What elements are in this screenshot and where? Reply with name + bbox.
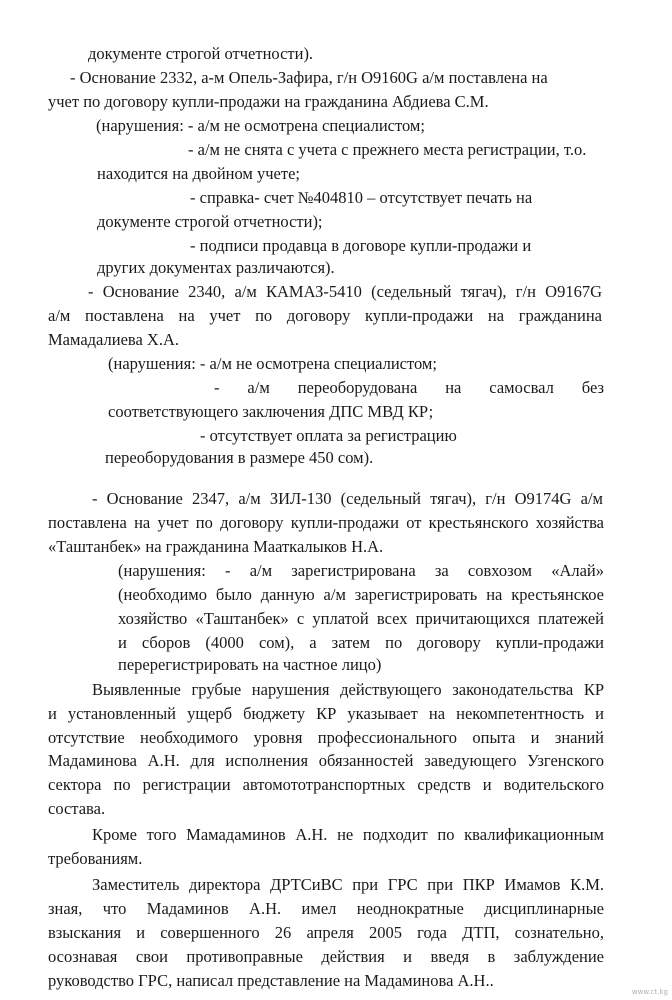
text-line: Мадаминова А.Н. для исполнения обязанностей заведующего Узгенского: [48, 751, 604, 771]
text-line: - Основание 2347, а/м ЗИЛ-130 (седельный тягач), г/н О9174G а/м: [92, 488, 603, 508]
text-line: - Основание 2340, а/м КАМАЗ-5410 (седельный тягач), г/н О9167G: [88, 281, 602, 301]
text-line: других документах различаются).: [97, 257, 335, 277]
text-line: сектора по регистрации автомототранспортных средств и водительского: [48, 775, 604, 795]
text-line: Заместитель директора ДРТСиВС при ГРС при ПКР Имамов К.М.: [92, 875, 604, 895]
text-line: (нарушения: - а/м не осмотрена специалистом;: [96, 115, 425, 135]
text-line: поставлена на учет по договору купли-продажи от крестьянского хозяйства: [48, 512, 604, 532]
text-line: отсутствие необходимого уровня профессионального опыта и знаний: [48, 727, 604, 747]
text-line: «Таштанбек» на гражданина Мааткалыков Н.А.: [48, 536, 384, 556]
text-line: находится на двойном учете;: [97, 163, 300, 183]
text-line: документе строгой отчетности).: [88, 44, 314, 63]
text-line: перерегистрировать на частное лицо): [118, 654, 382, 674]
text-line: (нарушения: - а/м зарегистрирована за совхозом «Алай»: [118, 560, 604, 580]
text-line: Кроме того Мамадаминов А.Н. не подходит по квалификационным: [92, 825, 604, 845]
text-line: а/м поставлена на учет по договору купли-продажи на гражданина: [48, 305, 602, 325]
text-line: требованиям.: [48, 849, 143, 869]
text-line: переоборудования в размере 450 сом).: [105, 447, 374, 467]
watermark: www.ct.kg: [631, 988, 668, 996]
text-line: и сборов (4000 сом), а затем по договору купли-продажи: [118, 632, 604, 652]
text-line: и установленный ущерб бюджету КР указывает на некомпетентность и: [48, 703, 604, 723]
text-line: - подписи продавца в договоре купли-продажи и: [190, 235, 532, 255]
text-line: документе строгой отчетности);: [97, 211, 323, 231]
text-line: зная, что Мадаминов А.Н. имел неоднократные дисциплинарные: [48, 899, 604, 919]
text-line: Мамадалиева Х.А.: [48, 329, 180, 349]
text-line: - а/м не снята с учета с прежнего места регистрации, т.о.: [188, 139, 587, 159]
text-line: (необходимо было данную а/м зарегистрировать на крестьянское: [118, 584, 604, 604]
text-line: взыскания и совершенного 26 апреля 2005 года ДТП, сознательно,: [48, 923, 604, 943]
text-line: учет по договору купли-продажи на гражданина Абдиева С.М.: [48, 91, 489, 111]
text-line: Выявленные грубые нарушения действующего законодательства КР: [92, 679, 604, 699]
text-line: - а/м переоборудована на самосвал без: [214, 377, 604, 397]
text-line: - справка- счет №404810 – отсутствует печать на: [190, 187, 533, 207]
text-line: осознавая свои противоправные действия и введя в заблуждение: [48, 947, 604, 967]
text-line: - отсутствует оплата за регистрацию: [200, 425, 457, 445]
text-line: состава.: [48, 799, 106, 819]
text-line: (нарушения: - а/м не осмотрена специалистом;: [108, 353, 437, 373]
text-line: хозяйство «Таштанбек» с уплатой всех причитающихся платежей: [118, 608, 604, 628]
text-line: - Основание 2332, а-м Опель-Зафира, г/н О9160G а/м поставлена на: [70, 67, 548, 87]
text-line: руководство ГРС, написал представление на Мадаминова А.Н..: [48, 971, 494, 990]
text-line: соответствующего заключения ДПС МВД КР;: [108, 401, 434, 421]
